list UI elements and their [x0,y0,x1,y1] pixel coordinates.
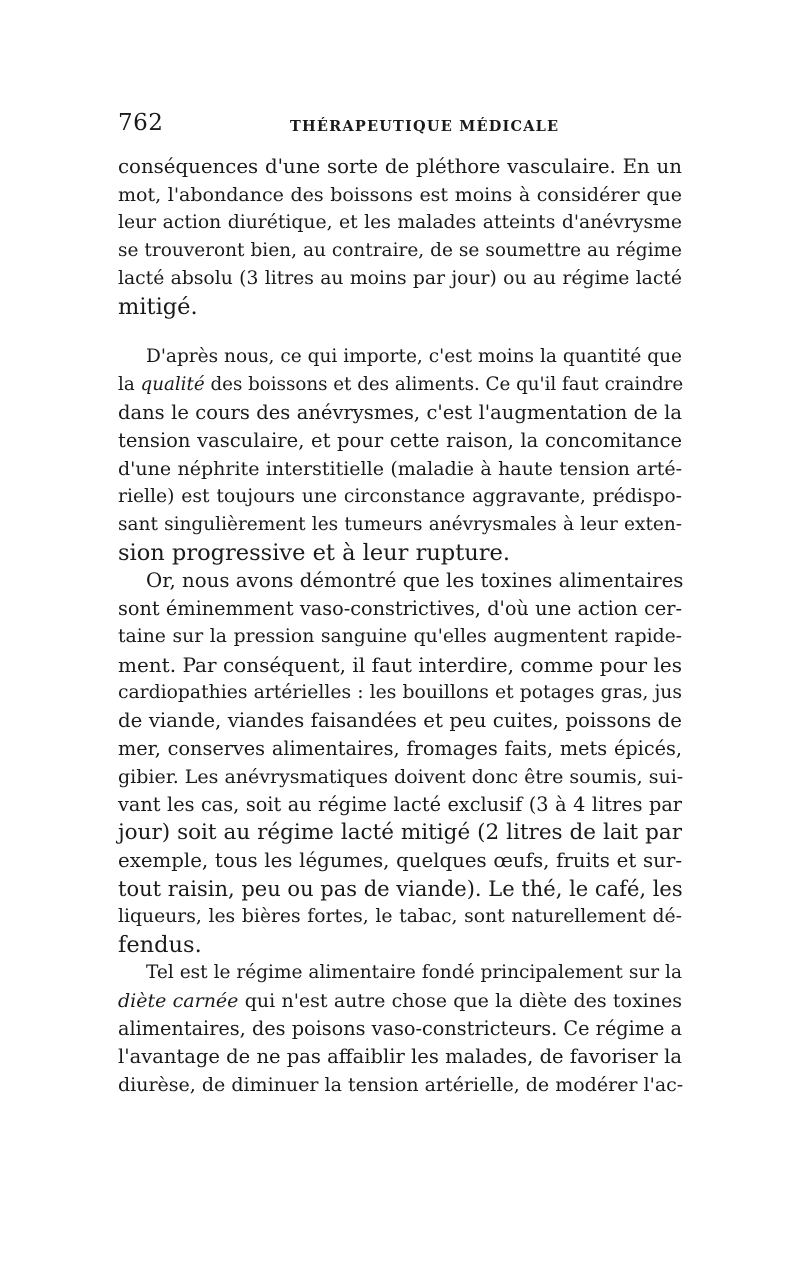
text-line: taine sur la pression sanguine qu'elles augmentent rapide- [118,626,682,647]
text-line: mitigé. [118,294,198,320]
text-line: la qualité des boissons et des aliments. Ce qu'il faut craindre [118,374,684,395]
text-line: mot, l'abondance des boissons est moins à considérer que [118,184,682,206]
text-line: Or, nous avons démontré que les toxines alimentaires [146,569,684,592]
text-line: diète carnée qui n'est autre chose que la diète des toxines [118,990,682,1012]
text-line: sont éminemment vaso-constrictives, d'où une action cer- [118,597,682,620]
text-line: D'après nous, ce qui importe, c'est moins la quantité que [146,346,682,367]
text-line: fendus. [118,932,202,958]
text-line: jour) soit au régime lacté mitigé (2 litres de lait par [118,820,682,845]
text-line: sant singulièrement les tumeurs anévrysmales à leur exten- [118,514,682,535]
text-line: rielle) est toujours une circonstance aggravante, prédispo- [118,486,682,507]
page-number: 762 [118,110,164,136]
text-line: vant les cas, soit au régime lacté exclusif (3 à 4 litres par [118,793,682,816]
text-line: sion progressive et à leur rupture. [118,540,510,566]
running-title: THÉRAPEUTIQUE MÉDICALE [290,118,560,135]
text-line: conséquences d'une sorte de pléthore vasculaire. En un [118,155,682,178]
text-line: cardiopathies artérielles : les bouillons et potages gras, jus [118,682,682,703]
text-line: se trouveront bien, au contraire, de se soumettre au régime [118,240,682,261]
text-line: alimentaires, des poisons vaso-constricteurs. Ce régime a [118,1017,682,1040]
text-line: gibier. Les anévrysmatiques doivent donc être soumis, sui- [118,766,684,788]
text-line: Tel est le régime alimentaire fondé principalement sur la [146,962,682,983]
page-header [118,108,680,144]
text-line: mer, conserves alimentaires, fromages faits, mets épicés, [118,737,682,760]
text-line: liqueurs, les bières fortes, le tabac, sont naturellement dé- [118,906,682,927]
text-line: d'une néphrite interstitielle (maladie à haute tension arté- [118,458,682,480]
text-line: tout raisin, peu ou pas de viande). Le thé, le café, les [118,877,683,901]
text-line: lacté absolu (3 litres au moins par jour) ou au régime lacté [118,268,682,289]
text-line: exemple, tous les légumes, quelques œufs, fruits et sur- [118,849,682,872]
text-line: tension vasculaire, et pour cette raison, la concomitance [118,429,682,452]
text-line: leur action diurétique, et les malades atteints d'anévrysme [118,212,682,233]
text-line: dans le cours des anévrysmes, c'est l'augmentation de la [118,401,682,424]
text-line: ment. Par conséquent, il faut interdire, comme pour les [118,653,682,677]
text-line: l'avantage de ne pas affaiblir les malades, de favoriser la [118,1045,682,1068]
text-line: diurèse, de diminuer la tension artérielle, de modérer l'ac- [118,1074,684,1096]
text-line: de viande, viandes faisandées et peu cuites, poissons de [118,709,682,732]
